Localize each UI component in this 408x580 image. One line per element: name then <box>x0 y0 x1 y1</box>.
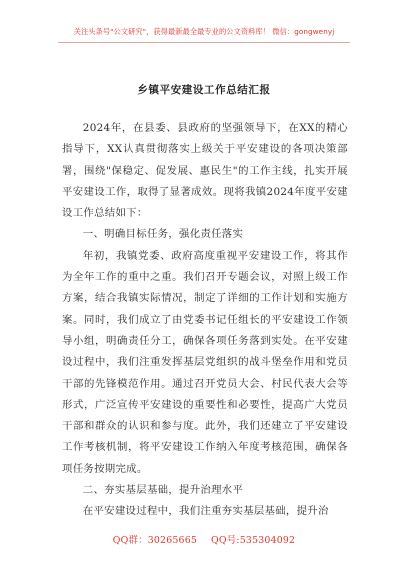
intro-paragraph: 2024年，在县委、县政府的坚强领导下，在XX的精心指导下，XX认真贯彻落实上级关于平安建设的各项决策部署，围绕"保稳定、促发展、惠民生"的工作主线，扎实开展平安建设工作，取得了显著成效。现将我镇2024年度平安建设工作总结如下： <box>62 122 348 220</box>
header-banner: 关注头条号"公文研究"，获得最新最全最专业的公文资料库！ 微信：gongwenyj <box>73 27 335 36</box>
section-heading-2: 二、夯实基层基础，提升治理水平 <box>82 484 244 497</box>
document-title: 乡镇平安建设工作总结汇报 <box>137 84 271 96</box>
document-body <box>62 118 348 523</box>
header-divider <box>58 42 350 43</box>
footer-qq-number: QQ号:535304092 <box>211 535 296 546</box>
section-paragraph-1: 年初，我镇党委、政府高度重视平安建设工作，将其作为全年工作的重中之重。我们召开专题会议，对照上级工作方案，结合我镇实际情况，制定了详细的工作计划和实施方案。同时，我们成立了由党委书记任组长的平安建设工作领导小组，明确责任分工，确保各项任务落到实处。在平安建设过程中，我们注重发挥基层党组织的战斗堡垒作用和党员干部的先锋模范作用。通过召开党员大会、村民代表大会等形式，广泛宣传平安建设的重要性和必要性，提高广大党员干部和群众的认识和参与度。此外，我们还建立了平安建设工作考核机制，将平安建设工作纳入年度考核范围，确保各项任务按期完成。 <box>62 249 348 475</box>
section-paragraph-2: 在平安建设过程中，我们注重夯实基层基础，提升治 <box>82 505 329 518</box>
footer-contact <box>0 532 408 546</box>
section-heading-1: 一、明确目标任务，强化责任落实 <box>82 228 244 241</box>
footer-qq-group: QQ群：30265665 <box>112 535 198 546</box>
